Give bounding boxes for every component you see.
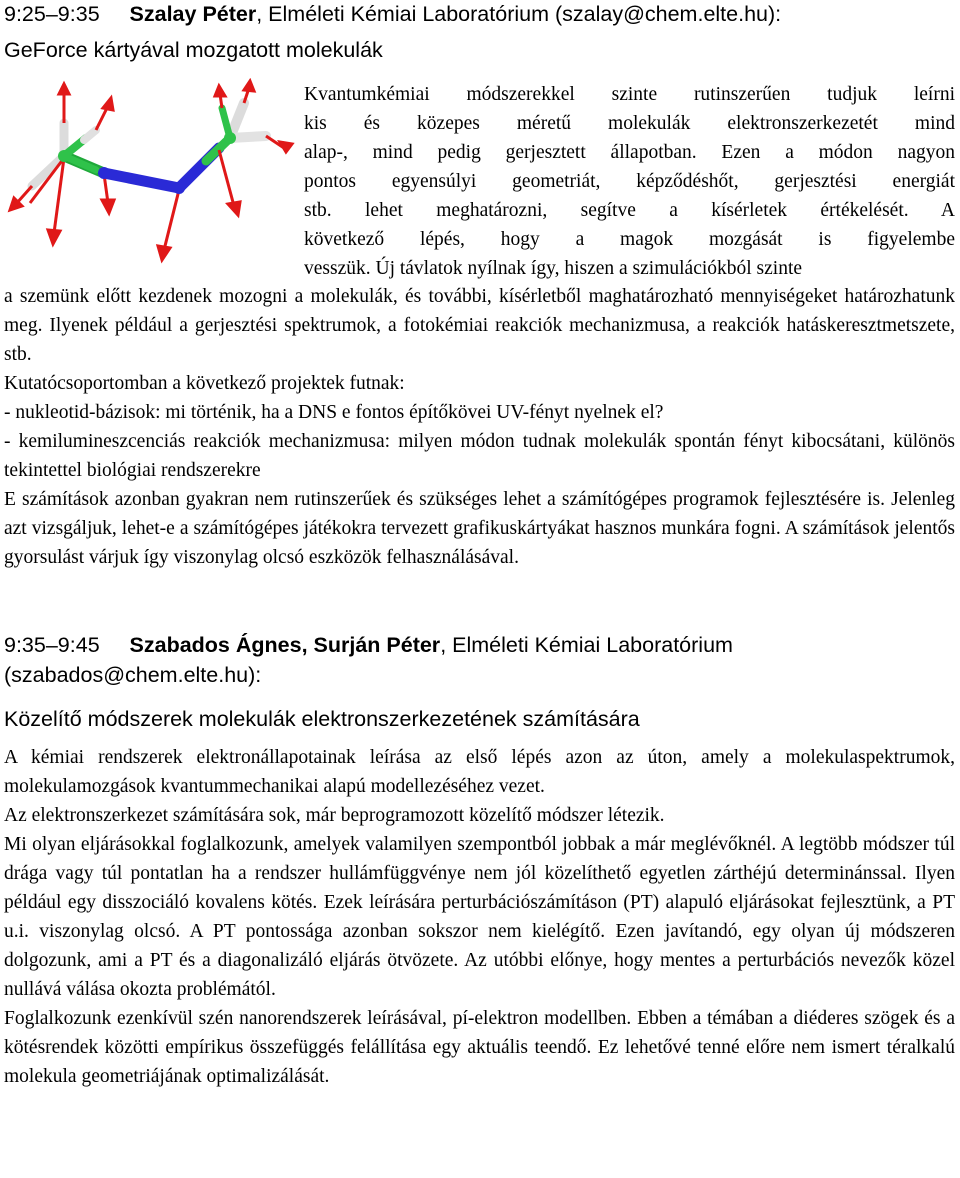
section1-intro-line: következő lépés, hogy a magok mozgását is figyelembe — [304, 229, 955, 250]
section2-time: 9:35–9:45 — [4, 633, 100, 657]
section1-intro-line: pontos egyensúlyi geometriát, képződéshőt, gerjesztési energiát — [304, 171, 955, 192]
section1-body — [4, 282, 955, 572]
section1-paragraph: - nukleotid-bázisok: mi történik, ha a DNS e fontos építőkövei UV-fényt nyelnek el? — [4, 402, 664, 423]
section1-intro-line: stb. lehet meghatározni, segítve a kísérletek értékelését. A — [304, 200, 955, 221]
section1-affiliation: , Elméleti Kémiai Laboratórium (szalay@chem.elte.hu): — [256, 2, 782, 26]
section1-intro — [304, 80, 955, 283]
section1-title: GeForce kártyával mozgatott molekulák — [4, 38, 383, 62]
section1-intro-line: alap-, mind pedig gerjesztett állapotban. Ezen a módon nagyon — [304, 142, 955, 163]
section2-paragraph: Az elektronszerkezet számítására sok, már beprogramozott közelítő módszer létezik. — [4, 805, 665, 826]
atom-c-right — [224, 132, 236, 144]
section1-paragraph: Kutatócsoportomban a következő projektek futnak: — [4, 373, 405, 394]
arrow-7 — [164, 190, 179, 250]
section2-paragraph: A kémiai rendszerek elektronállapotainak leírása az első lépés azon az úton, amely a molekulaspektrumok, molekulamozgások kvantummechanikai alapú modellezéséhez vezet. — [4, 747, 955, 797]
section2-paragraph: Foglalkozunk ezenkívül szén nanorendszerek leírásával, pí-elektron modellben. Ebben a témában a diéderes szögek és a kötésrendek közötti empírikus összefüggés felállítása egy aktuális teendő. Ez lehetővé tenné előre nem ismert téralkalú molekula geometriájának optimalizálását. — [4, 1008, 955, 1087]
section1-intro-line: kis és közepes méretű molekulák elektronszerkezetét mind — [304, 113, 955, 134]
section1-intro-line: Kvantumkémiai módszerekkel szinte rutinszerűen tudjuk leírni — [304, 84, 955, 105]
arrow-6-head — [102, 200, 114, 213]
atom-n-right — [173, 182, 185, 194]
arrow-10-head — [215, 86, 225, 96]
arrow-8 — [219, 150, 234, 206]
section2-header — [4, 630, 733, 690]
arrow-8-head — [228, 202, 240, 215]
section2-affiliation: , Elméleti Kémiai Laboratórium — [440, 633, 733, 657]
section2-paragraph: Mi olyan eljárásokkal foglalkozunk, amelyek valamilyen szempontból jobbak a már meglévőknél. A legtöbb módszer túl drága vagy túl pontatlan ha a rendszer hullámfüggvénye nem jól közelíthető egyetlen zárthéjú determinánssal. Ilyen például egy disszociáló kovalens kötés. Ezek leírására perturbációszámításon (PT) alapuló eljárásokat fejlesztünk, a PT u.i. viszonylag olcsó. A PT pontossága azonban sokszor nem kielégítő. Ezen javítandó, egy olyan új módszeren dolgozunk, ami a PT és a diagonalizáló eljárás ötvözete. Az utóbbi előnye, hogy mentes a perturbációs nevezők közel nullává válása okozta problémától. — [4, 834, 955, 1000]
arrow-9-head — [244, 81, 254, 91]
section2-title: Közelítő módszerek molekulák elektronszerkezetének számítására — [4, 707, 640, 731]
section2-email: (szabados@chem.elte.hu): — [4, 663, 262, 687]
arrow-7-head — [158, 246, 170, 260]
section1-paragraph: E számítások azonban gyakran nem rutinszerűek és szükséges lehet a számítógépes programok fejlesztésére is. Jelenleg azt vizsgáljuk, lehet-e a számítógépes játékokra tervezett grafikuskártyákat hasznos munkára fogni. A számítások jelentős gyorsulást várjuk így viszonylag olcsó eszközök felhasználásával. — [4, 489, 955, 568]
section1-time: 9:25–9:35 — [4, 2, 100, 26]
section1-intro-line: vesszük. Új távlatok nyílnak így, hiszen a szimulációkból szinte — [304, 258, 803, 279]
arrow-2-head — [103, 98, 113, 110]
section2-body — [4, 743, 955, 1091]
bond-h-left-side-tip — [84, 130, 96, 140]
bond-n-n — [104, 173, 179, 188]
arrow-4-head — [48, 230, 60, 244]
arrow-1-head — [59, 84, 69, 94]
molecule-figure — [4, 78, 296, 270]
atom-n-left — [98, 167, 110, 179]
section1-paragraph: - kemilumineszcenciás reakciók mechanizmusa: milyen módon tudnak molekulák spontán fényt kibocsátani, különös tekintettel biológiai rendszerekre — [4, 431, 955, 481]
section2-header-line1 — [4, 630, 733, 660]
section1-header — [4, 0, 781, 29]
atom-c-left — [58, 150, 70, 162]
section2-speakers: Szabados Ágnes, Surján Péter — [129, 633, 441, 657]
section1-paragraph: a szemünk előtt kezdenek mozogni a molekulák, és további, kísérletből maghatározható mennyiségeket határozhatunk meg. Ilyenek például a gerjesztési spektrumok, a fotokémiai reakciók mechanizmusa, a reakciók hatáskeresztmetszete, stb. — [4, 286, 955, 365]
section1-speaker: Szalay Péter — [129, 2, 257, 26]
arrow-11-head — [280, 142, 292, 152]
